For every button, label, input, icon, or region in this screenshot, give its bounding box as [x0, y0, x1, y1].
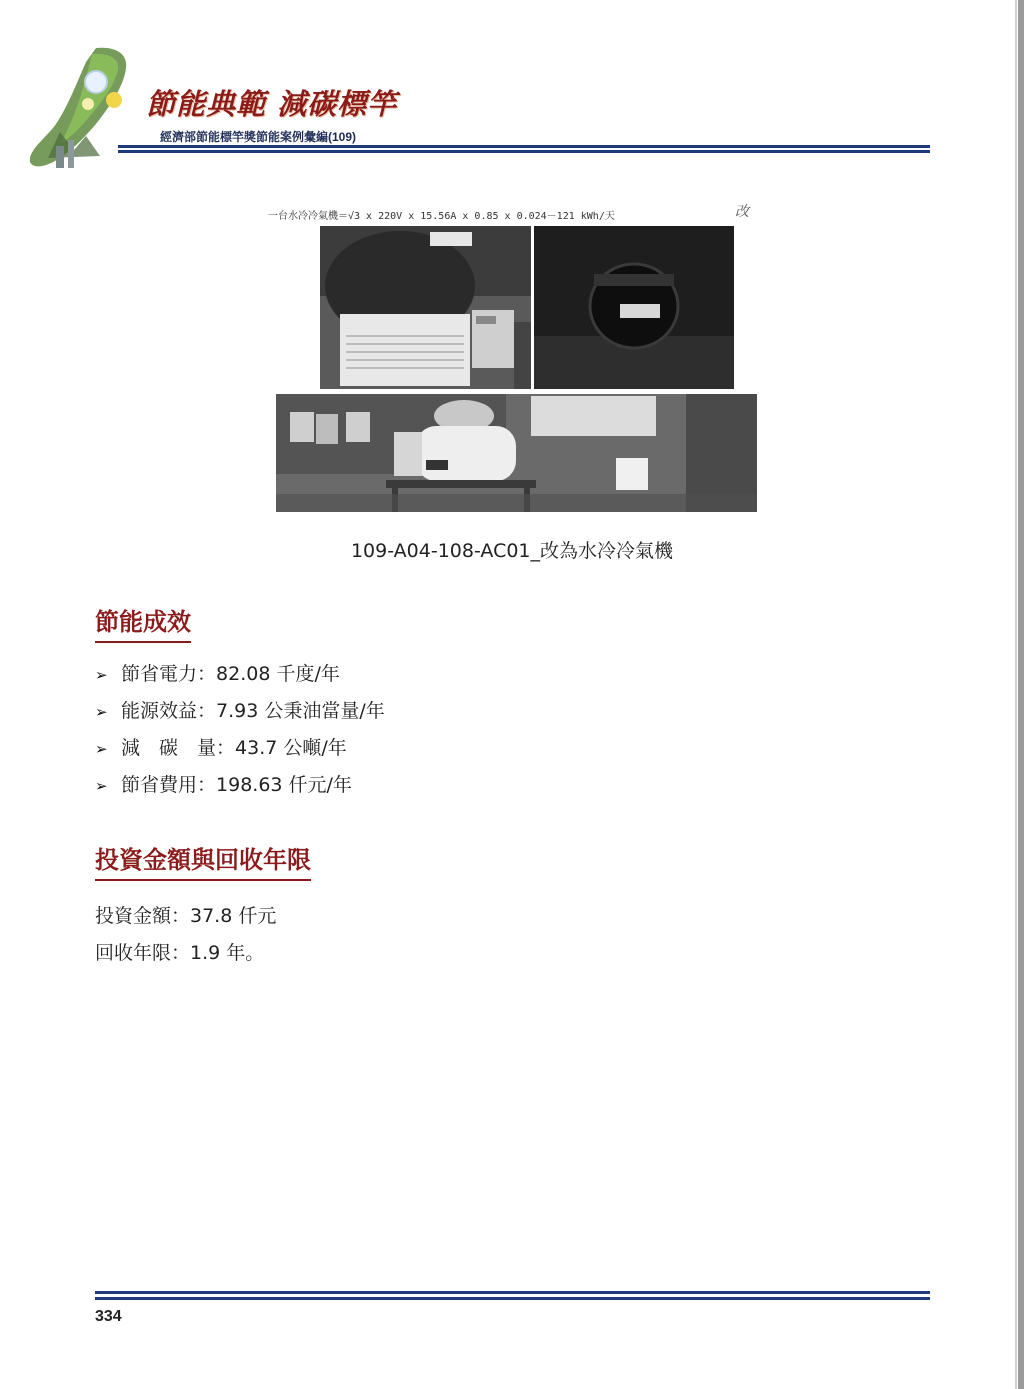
page-edge-inner: [1015, 0, 1017, 1389]
header-title: 節能典範 減碳標竿: [146, 87, 398, 121]
payback-period: 回收年限：1.9 年。: [95, 942, 265, 964]
list-item: ➢ 節省費用：198.63 仟元/年: [95, 771, 385, 808]
footer-rule: [95, 1291, 930, 1294]
header-rule-2: [118, 150, 930, 153]
taiwan-logo-icon: [26, 40, 156, 180]
list-item: ➢ 能源效益：7.93 公秉油當量/年: [95, 697, 385, 734]
section-title-investment: 投資金額與回收年限: [95, 840, 311, 881]
figure-formula: 一台水冷冷氣機＝√3 x 220V x 15.56A x 0.85 x 0.024－121 kWh/天: [268, 211, 615, 221]
arrow-bullet-icon: ➢: [95, 703, 108, 721]
page-number: 334: [95, 1308, 122, 1325]
arrow-bullet-icon: ➢: [95, 740, 108, 758]
figure-caption: 109-A04-108-AC01_改為水冷冷氣機: [350, 540, 674, 562]
list-item: ➢ 減 碳 量：43.7 公噸/年: [95, 734, 385, 771]
footer-rule-2: [95, 1297, 930, 1300]
photo-water-cooled-ac-unit: [320, 226, 531, 389]
photo-meter-closeup: [534, 226, 734, 389]
investment-amount: 投資金額：37.8 仟元: [95, 905, 277, 927]
header-rule: [118, 145, 930, 148]
arrow-bullet-icon: ➢: [95, 777, 108, 795]
page-edge: [1018, 0, 1024, 1389]
photo-cooling-tower: [276, 394, 757, 512]
section-title-savings: 節能成效: [95, 602, 191, 643]
investment-details: [95, 898, 276, 972]
figure-handwritten-note: 改: [735, 204, 749, 220]
arrow-bullet-icon: ➢: [95, 666, 108, 684]
list-item: ➢ 節省電力：82.08 千度/年: [95, 660, 385, 697]
savings-list: [95, 660, 385, 808]
header-subtitle: 經濟部節能標竿獎節能案例彙編(109): [160, 130, 357, 144]
